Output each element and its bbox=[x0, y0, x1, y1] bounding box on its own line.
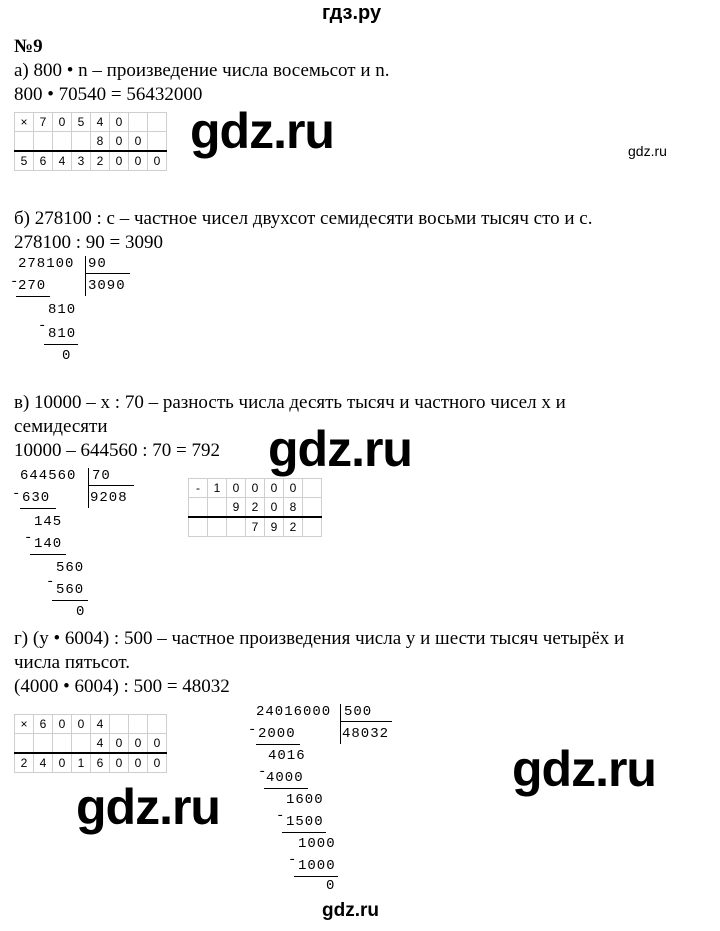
grid-cell bbox=[303, 517, 322, 537]
remainder: 0 bbox=[76, 604, 86, 620]
grid-cell: 0 bbox=[265, 479, 284, 498]
grid-cell: 5 bbox=[72, 113, 91, 132]
grid-cell: 6 bbox=[34, 151, 53, 171]
grid-cell bbox=[15, 132, 34, 152]
grid-cell: 0 bbox=[148, 734, 167, 754]
grid-cell: 2 bbox=[15, 753, 34, 773]
grid-cell: × bbox=[15, 113, 34, 132]
divisor: 500 bbox=[344, 704, 373, 720]
grid-cell: 0 bbox=[110, 734, 129, 754]
step: 4016 bbox=[268, 748, 306, 764]
grid-cell bbox=[148, 132, 167, 152]
divisor: 70 bbox=[92, 468, 111, 484]
minus-sign: - bbox=[12, 486, 22, 502]
grid-cell: 4 bbox=[34, 753, 53, 773]
step: 630 bbox=[22, 490, 51, 506]
part-a-mult-table bbox=[14, 112, 167, 171]
grid-cell: 9 bbox=[265, 517, 284, 537]
part-g-equation: (4000 • 6004) : 500 = 48032 bbox=[14, 676, 230, 697]
grid-cell bbox=[208, 517, 227, 537]
grid-cell: 0 bbox=[110, 132, 129, 152]
grid-cell: 7 bbox=[246, 517, 265, 537]
quotient: 3090 bbox=[88, 278, 126, 294]
grid-cell: 0 bbox=[284, 479, 303, 498]
grid-cell bbox=[53, 734, 72, 754]
grid-cell: 0 bbox=[246, 479, 265, 498]
part-v-description: в) 10000 – x : 70 – разность числа десять тысяч и частного чисел x и bbox=[14, 392, 566, 413]
grid-cell: 1 bbox=[208, 479, 227, 498]
grid-cell: 0 bbox=[129, 132, 148, 152]
grid-cell bbox=[34, 734, 53, 754]
dividend: 278100 bbox=[18, 256, 75, 272]
grid-cell bbox=[148, 113, 167, 132]
grid-cell: 0 bbox=[53, 113, 72, 132]
grid-cell bbox=[53, 132, 72, 152]
watermark-3: gdz.ru bbox=[512, 741, 656, 797]
grid-cell: 4 bbox=[91, 113, 110, 132]
step: 560 bbox=[56, 560, 85, 576]
grid-cell: 0 bbox=[129, 151, 148, 171]
grid-cell: 6 bbox=[91, 753, 110, 773]
grid-cell: 8 bbox=[284, 498, 303, 518]
grid-cell bbox=[148, 715, 167, 734]
step: 4000 bbox=[266, 770, 304, 786]
part-g-description-cont: числа пятьсот. bbox=[14, 652, 131, 673]
grid-cell: 2 bbox=[91, 151, 110, 171]
remainder: 0 bbox=[62, 348, 72, 364]
grid-cell: 6 bbox=[34, 715, 53, 734]
grid-cell: 0 bbox=[129, 734, 148, 754]
grid-cell bbox=[189, 517, 208, 537]
minus-sign: - bbox=[248, 722, 258, 738]
part-v-description-cont: семидесяти bbox=[14, 416, 108, 437]
watermark-1: gdz.ru bbox=[190, 103, 334, 159]
quotient: 9208 bbox=[90, 490, 128, 506]
step: 560 bbox=[56, 582, 85, 598]
remainder: 0 bbox=[326, 878, 336, 894]
grid-cell bbox=[72, 132, 91, 152]
part-v-subtraction-table bbox=[188, 478, 322, 537]
grid-cell bbox=[72, 734, 91, 754]
grid-cell: 7 bbox=[34, 113, 53, 132]
watermark-4: gdz.ru bbox=[76, 779, 220, 835]
minus-sign: - bbox=[288, 852, 298, 868]
part-a-equation: 800 • 70540 = 56432000 bbox=[14, 84, 203, 105]
minus-sign: - bbox=[38, 318, 48, 334]
quotient: 48032 bbox=[342, 726, 390, 742]
minus-sign: - bbox=[258, 764, 268, 780]
step: 1600 bbox=[286, 792, 324, 808]
grid-cell: 0 bbox=[110, 113, 129, 132]
site-header: гдз.ру bbox=[322, 2, 382, 24]
grid-cell bbox=[303, 498, 322, 518]
minus-sign: - bbox=[46, 574, 56, 590]
grid-cell: 3 bbox=[72, 151, 91, 171]
part-a-description: а) 800 • n – произведение числа восемьсот и n. bbox=[14, 60, 390, 81]
grid-cell: 0 bbox=[148, 151, 167, 171]
grid-cell: 9 bbox=[227, 498, 246, 518]
grid-cell: 0 bbox=[110, 753, 129, 773]
step: 145 bbox=[34, 514, 63, 530]
grid-cell bbox=[15, 734, 34, 754]
grid-cell: × bbox=[15, 715, 34, 734]
grid-cell: 0 bbox=[265, 498, 284, 518]
footer-watermark: gdz.ru bbox=[322, 900, 379, 921]
step: 810 bbox=[48, 326, 77, 342]
part-b-description: б) 278100 : с – частное чисел двухсот семидесяти восьми тысяч сто и с. bbox=[14, 208, 593, 229]
step: 1500 bbox=[286, 814, 324, 830]
grid-cell: 8 bbox=[91, 132, 110, 152]
step: 2000 bbox=[258, 726, 296, 742]
dividend: 644560 bbox=[20, 468, 77, 484]
grid-cell: 0 bbox=[110, 151, 129, 171]
grid-cell: 2 bbox=[246, 498, 265, 518]
grid-cell bbox=[129, 113, 148, 132]
step: 270 bbox=[18, 278, 47, 294]
task-number: №9 bbox=[14, 36, 43, 57]
grid-cell: - bbox=[189, 479, 208, 498]
grid-cell: 4 bbox=[91, 734, 110, 754]
grid-cell bbox=[303, 479, 322, 498]
watermark-2: gdz.ru bbox=[268, 421, 412, 477]
grid-cell: 0 bbox=[72, 715, 91, 734]
grid-cell bbox=[129, 715, 148, 734]
watermark-small: gdz.ru bbox=[628, 143, 667, 159]
minus-sign: - bbox=[276, 808, 286, 824]
part-b-equation: 278100 : 90 = 3090 bbox=[14, 232, 163, 253]
step: 1000 bbox=[298, 836, 336, 852]
grid-cell bbox=[208, 498, 227, 518]
grid-cell: 1 bbox=[72, 753, 91, 773]
part-g-description: г) (у • 6004) : 500 – частное произведения числа у и шести тысяч четырёх и bbox=[14, 628, 625, 649]
grid-cell: 4 bbox=[53, 151, 72, 171]
grid-cell bbox=[34, 132, 53, 152]
grid-cell: 0 bbox=[53, 753, 72, 773]
dividend: 24016000 bbox=[256, 704, 332, 720]
grid-cell bbox=[227, 517, 246, 537]
grid-cell: 0 bbox=[53, 715, 72, 734]
divisor: 90 bbox=[88, 256, 107, 272]
grid-cell: 5 bbox=[15, 151, 34, 171]
grid-cell: 0 bbox=[129, 753, 148, 773]
grid-cell bbox=[189, 498, 208, 518]
grid-cell bbox=[110, 715, 129, 734]
minus-sign: - bbox=[10, 274, 20, 290]
grid-cell: 0 bbox=[148, 753, 167, 773]
step: 810 bbox=[48, 302, 77, 318]
step: 140 bbox=[34, 536, 63, 552]
part-g-mult-table bbox=[14, 714, 167, 773]
grid-cell: 0 bbox=[227, 479, 246, 498]
step: 1000 bbox=[298, 858, 336, 874]
grid-cell: 4 bbox=[91, 715, 110, 734]
part-v-equation: 10000 – 644560 : 70 = 792 bbox=[14, 440, 220, 461]
minus-sign: - bbox=[24, 530, 34, 546]
grid-cell: 2 bbox=[284, 517, 303, 537]
